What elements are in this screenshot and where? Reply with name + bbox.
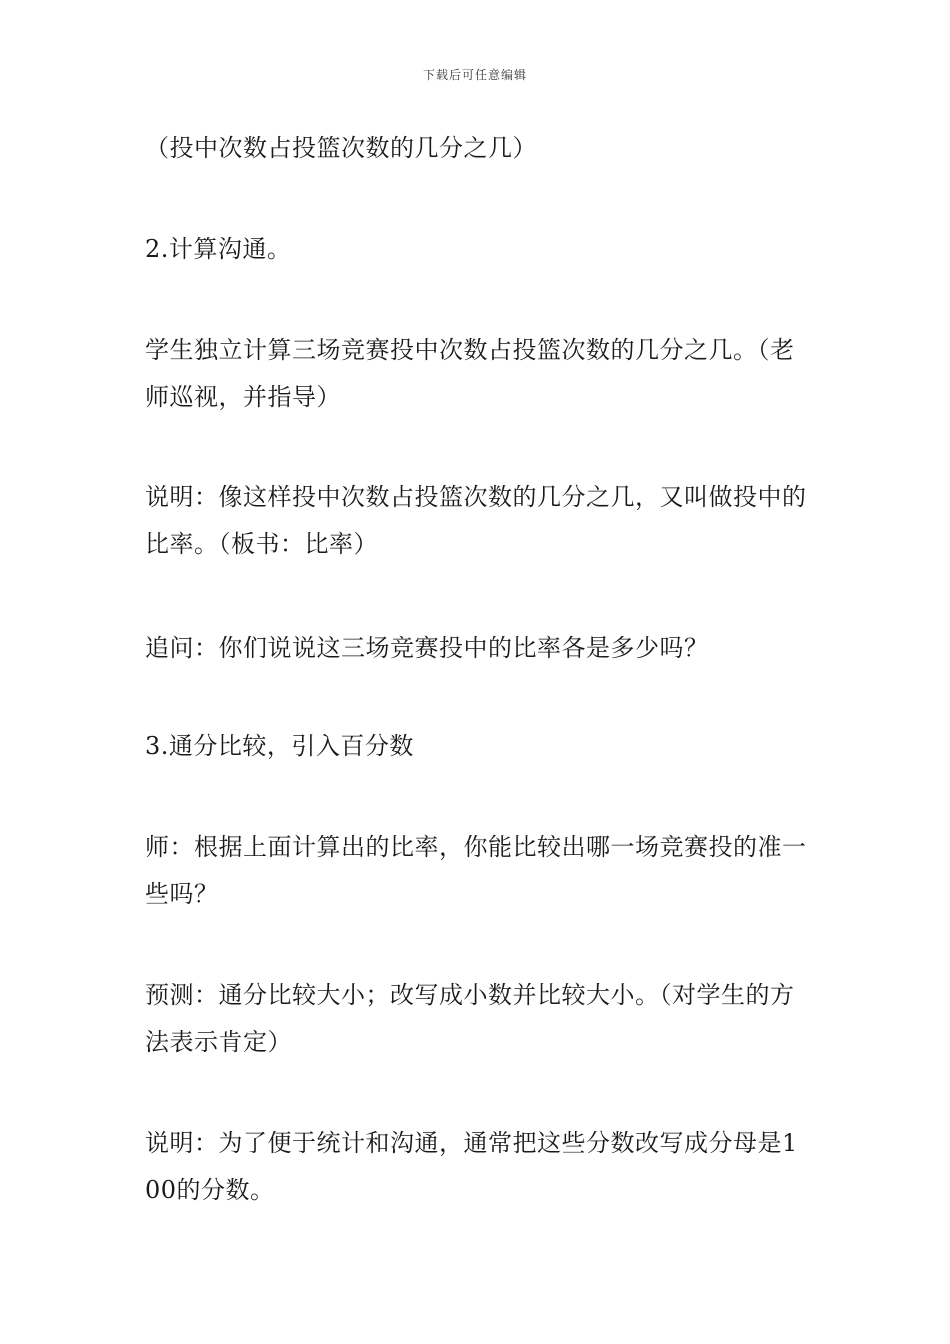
paragraph-step-3-heading: 3.通分比较，引入百分数 [145,732,414,760]
paragraph-student-calculation: 学生独立计算三场竞赛投中次数占投篮次数的几分之几。（老师巡视，并指导） [145,336,795,411]
paragraph-follow-up-question: 追问：你们说说这三场竞赛投中的比率各是多少吗？ [145,634,709,662]
paragraph-teacher-question: 师：根据上面计算出的比率，你能比较出哪一场竞赛投的准一些吗？ [145,833,807,908]
paragraph-ratio-explanation: 说明：像这样投中次数占投篮次数的几分之几，又叫做投中的比率。（板书：比率） [145,483,807,558]
paragraph-percentage-explanation: 说明：为了便于统计和沟通，通常把这些分数改写成分母是100的分数。 [145,1129,798,1204]
paragraph-step-2-heading: 2.计算沟通。 [145,235,292,263]
paragraph-question-note: （投中次数占投篮次数的几分之几） [145,134,537,162]
paragraph-prediction: 预测：通分比较大小；改写成小数并比较大小。（对学生的方法表示肯定） [145,981,795,1056]
page-header: 下载后可任意编辑 [422,68,527,82]
